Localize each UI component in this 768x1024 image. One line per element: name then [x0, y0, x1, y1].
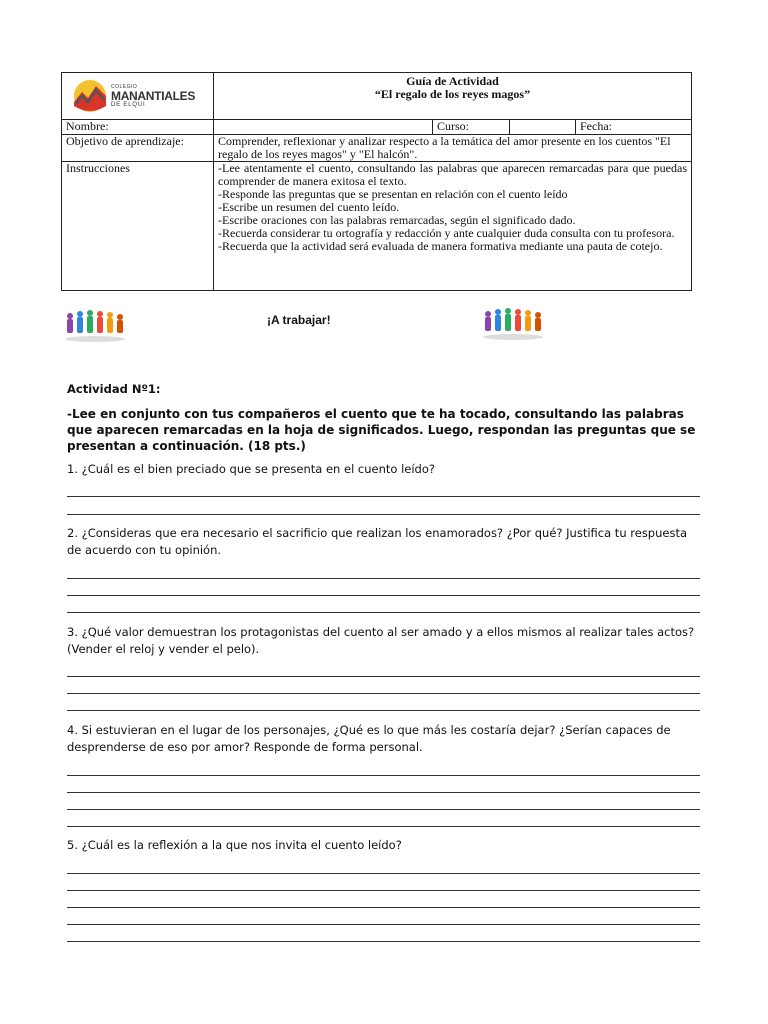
answer-line[interactable] [67, 693, 700, 694]
logo-text [111, 85, 195, 108]
instruccion-item: -Escribe oraciones con las palabras remarcadas, según el significado dado. [218, 213, 576, 227]
story-title: “El regalo de los reyes magos” [374, 87, 531, 101]
answer-line[interactable] [67, 890, 700, 891]
nombre-field[interactable] [214, 120, 433, 135]
header-table [61, 72, 692, 291]
question-4: 4. Si estuvieran en el lugar de los personajes, ¿Qué es lo que más les costaría dejar? ¿Serían capaces de desprenderse de eso por amor? Responde de forma personal. [67, 723, 671, 754]
nombre-label: Nombre: [62, 120, 214, 135]
curso-field[interactable] [510, 120, 576, 135]
answer-line[interactable] [67, 809, 700, 810]
activity-title: Actividad Nº1: [67, 382, 161, 396]
answer-line[interactable] [67, 775, 700, 776]
answer-line[interactable] [67, 676, 700, 677]
question-1: 1. ¿Cuál es el bien preciado que se presenta en el cuento leído? [67, 462, 435, 476]
answer-line[interactable] [67, 578, 700, 579]
logo-emblem-icon [72, 78, 108, 114]
answer-line[interactable] [67, 941, 700, 942]
objetivo-text: Comprender, reflexionar y analizar respecto a la temática del amor presente en los cuentos "El regalo de los reyes magos" y "El halcón". [214, 135, 692, 162]
activity-intro: -Lee en conjunto con tus compañeros el cuento que te ha tocado, consultando las palabras que aparecen remarcadas en la hoja de significados. Luego, respondan las preguntas que se presentan a continuación. (18 pts.) [67, 407, 696, 453]
question-5: 5. ¿Cuál es la reflexión a la que nos invita el cuento leído? [67, 838, 402, 852]
fecha-cell[interactable] [576, 120, 692, 135]
answer-line[interactable] [67, 496, 700, 497]
answer-line[interactable] [67, 826, 700, 827]
instrucciones-label: Instrucciones [62, 162, 214, 291]
curso-label: Curso: [433, 120, 510, 135]
instruccion-item: -Responde las preguntas que se presentan en relación con el cuento leído [218, 187, 568, 201]
answer-line[interactable] [67, 924, 700, 925]
instruccion-item: -Recuerda considerar tu ortografía y redacción y ante cualquier duda consulta con tu profesora. [218, 226, 675, 240]
answer-line[interactable] [67, 595, 700, 596]
title-cell [214, 73, 692, 120]
people-group-icon [480, 306, 546, 342]
instruccion-item: -Recuerda que la actividad será evaluada de manera formativa mediante una pauta de cotejo. [218, 239, 663, 253]
objetivo-label: Objetivo de aprendizaje: [62, 135, 214, 162]
logo-name-text: MANANTIALES [111, 88, 196, 103]
people-group-icon [62, 308, 128, 344]
answer-line[interactable] [67, 792, 700, 793]
school-logo [62, 73, 213, 119]
answer-line[interactable] [67, 873, 700, 874]
answer-line[interactable] [67, 514, 700, 515]
instruccion-item: -Escribe un resumen del cuento leído. [218, 200, 400, 214]
instruccion-item: -Lee atentamente el cuento, consultando las palabras que aparecen remarcadas para que puedas comprender de manera exitosa el texto. [218, 161, 687, 188]
logo-sub-text: DE ELQUI [111, 101, 146, 108]
logo-cell [62, 73, 214, 120]
answer-line[interactable] [67, 612, 700, 613]
guide-title: Guía de Actividad [406, 74, 499, 88]
fecha-label: Fecha: [580, 119, 612, 133]
a-trabajar-text: ¡A trabajar! [267, 313, 331, 327]
instrucciones-list [214, 162, 692, 291]
answer-line[interactable] [67, 907, 700, 908]
answer-line[interactable] [67, 710, 700, 711]
question-3: 3. ¿Qué valor demuestran los protagonistas del cuento al ser amado y a ellos mismos al realizar tales actos? (Vender el reloj y vender el pelo). [67, 625, 695, 656]
logo-small-text: COLEGIO [111, 83, 138, 90]
question-2: 2. ¿Consideras que era necesario el sacrificio que realizan los enamorados? ¿Por qué? Justifica tu respuesta de acuerdo con tu opinión. [67, 526, 688, 557]
